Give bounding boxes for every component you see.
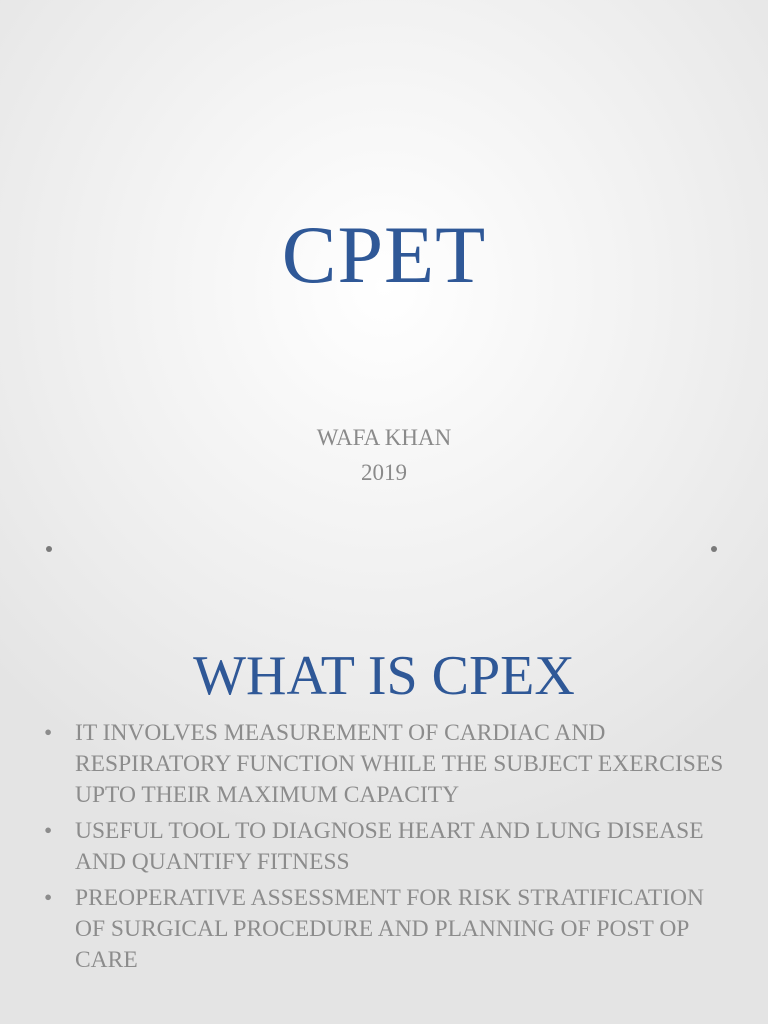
content-slide (0, 576, 768, 1024)
bullet-text: PREOPERATIVE ASSESSMENT FOR RISK STRATIFICATION OF SURGICAL PROCEDURE AND PLANNING OF POST OP CARE (75, 885, 704, 973)
bullet-item (44, 718, 734, 811)
slide-title: CPET (281, 209, 487, 300)
bullet-dot-left (46, 546, 52, 552)
bullet-text: IT INVOLVES MEASUREMENT OF CARDIAC AND RESPIRATORY FUNCTION WHILE THE SUBJECT EXERCISES UPTO THEIR MAXIMUM CAPACITY (75, 720, 724, 808)
presentation-year: 2019 (361, 460, 407, 485)
bullet-marker: • (44, 720, 53, 746)
bullet-marker: • (44, 885, 53, 911)
bullet-item (44, 816, 734, 878)
bullet-list (44, 718, 734, 981)
bullet-marker: • (44, 818, 53, 844)
bullet-text: USEFUL TOOL TO DIAGNOSE HEART AND LUNG DISEASE AND QUANTIFY FITNESS (75, 818, 704, 875)
bullet-dot-right (711, 546, 717, 552)
bullet-item (44, 883, 734, 976)
author-name: WAFA KHAN (316, 425, 452, 450)
slide-heading: WHAT IS CPEX (193, 645, 575, 707)
